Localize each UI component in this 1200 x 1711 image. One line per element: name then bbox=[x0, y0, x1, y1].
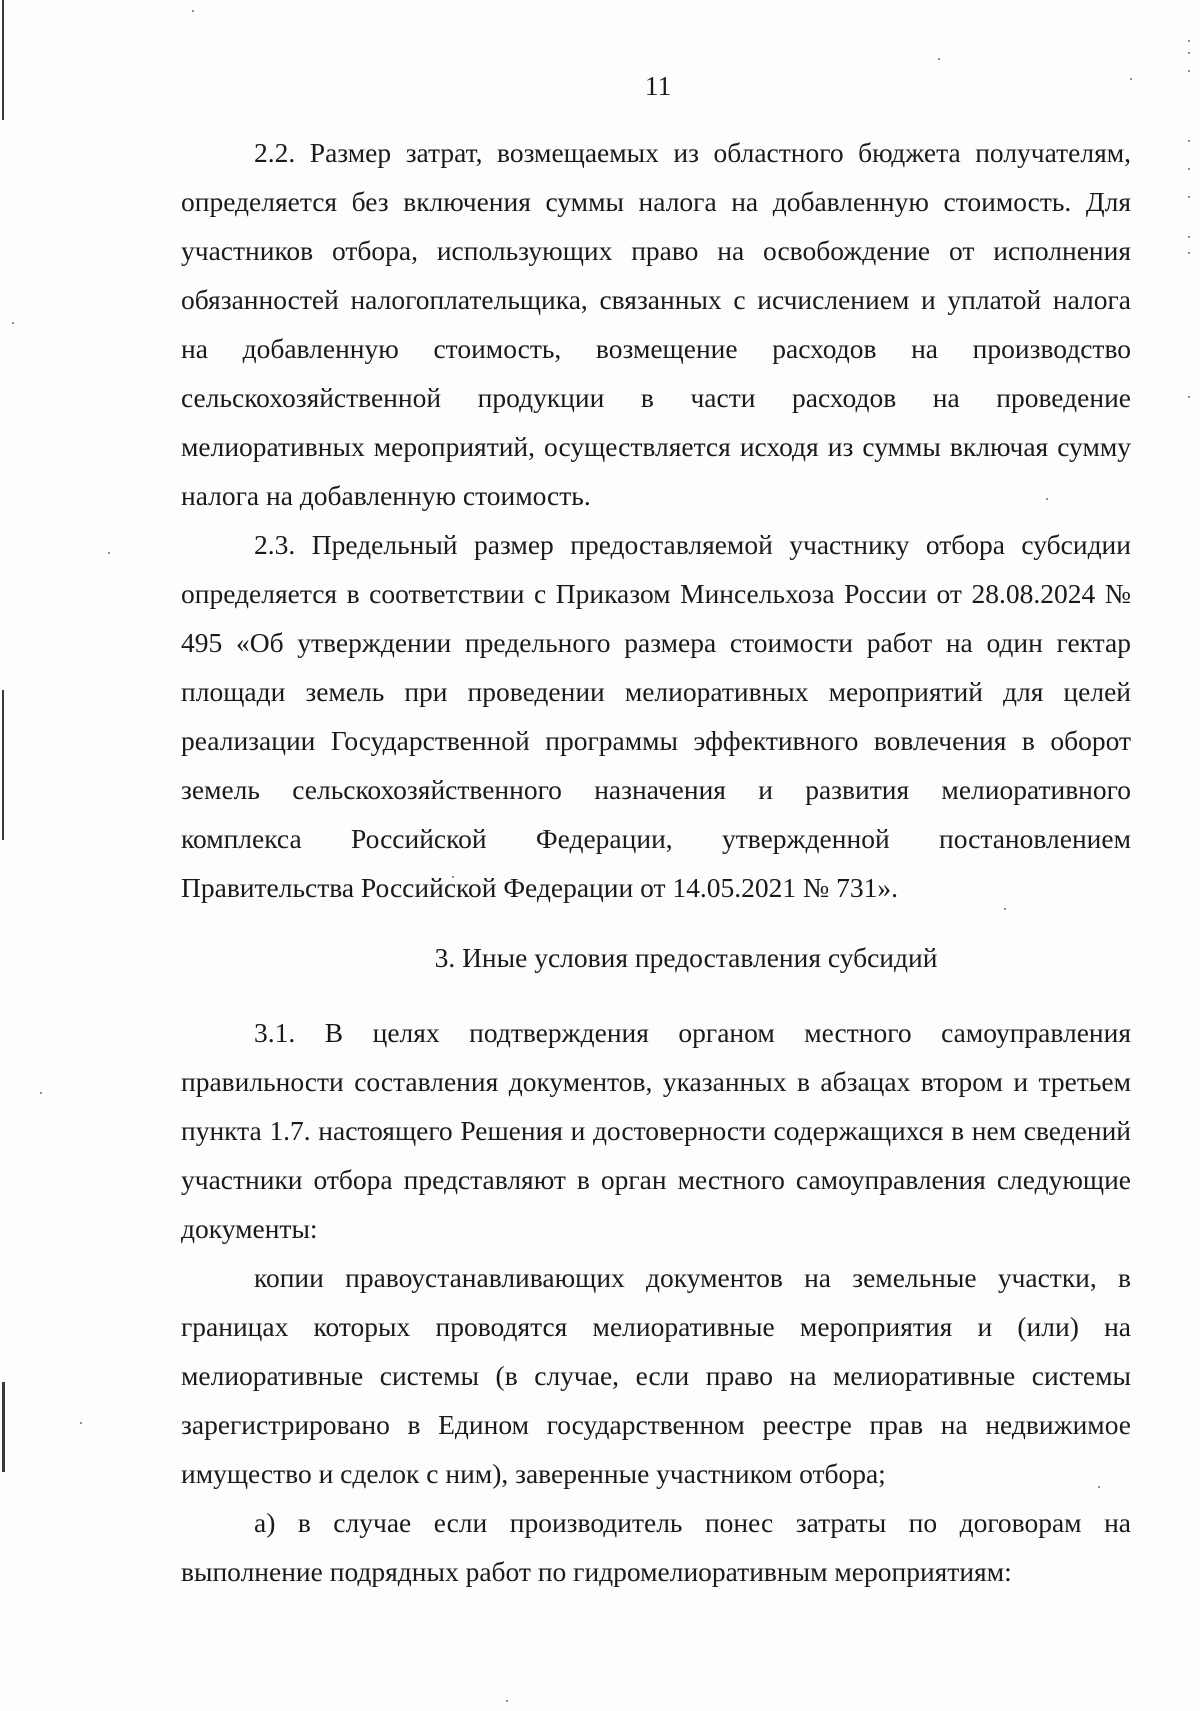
scan-dot bbox=[108, 552, 110, 554]
scan-dot bbox=[1188, 52, 1190, 54]
paragraph-document-copies: копии правоустанавливающих документов на земельные участки, в границах которых проводятся мелиоративные мероприятия и (или) на мелиоративные системы (в случае, если право на мелиоративные системы зарегистрировано в Едином государственном реестре прав на недвижимое имущество и сделок с ним), заверенные участником отбора; bbox=[181, 1262, 1131, 1489]
scan-dot bbox=[1188, 40, 1190, 42]
scan-dot bbox=[1188, 196, 1190, 198]
scan-dot bbox=[1188, 140, 1190, 142]
scan-dot bbox=[506, 1700, 508, 1702]
paragraph-2-3: 2.3. Предельный размер предоставляемой участнику отбора субсидии определяется в соответствии с Приказом Минсельхоза России от 28.08.2024 № 495 «Об утверждении предельного размера стоимости работ на один гектар площади земель при проведении мелиоративных мероприятий для целей реализации Государственной программы эффективного вовлечения в оборот земель сельскохозяйственного назначения и развития мелиоративного комплекса Российской Федерации, утвержденной постановлением Правительства Российской Федерации от 14.05.2021 № 731». bbox=[181, 529, 1131, 903]
scan-dot bbox=[192, 10, 194, 12]
scan-dot bbox=[1188, 396, 1190, 398]
scan-dot bbox=[12, 322, 14, 324]
scan-dot bbox=[1188, 168, 1190, 170]
scan-edge-mark-bottom bbox=[2, 1382, 5, 1472]
scan-edge-mark-middle bbox=[2, 690, 4, 840]
paragraph-2-2: 2.2. Размер затрат, возмещаемых из областного бюджета получателям, определяется без включения суммы налога на добавленную стоимость. Для участников отбора, использующих право на освобождение от исполнения обязанностей налогоплательщика, связанных с исчислением и уплатой налога на добавленную стоимость, возмещение расходов на производство сельскохозяйственной продукции в части расходов на проведение мелиоративных мероприятий, осуществляется исходя из суммы включая сумму налога на добавленную стоимость. bbox=[181, 137, 1131, 511]
document-body bbox=[181, 128, 1131, 1596]
scan-dot bbox=[1188, 236, 1190, 238]
paragraph-3-1: 3.1. В целях подтверждения органом местного самоуправления правильности составления документов, указанных в абзацах втором и третьем пункта 1.7. настоящего Решения и достоверности содержащихся в нем сведений участники отбора представляют в орган местного самоуправления следующие документы: bbox=[181, 1017, 1131, 1244]
page-number: 11 bbox=[644, 70, 672, 101]
scan-dot bbox=[1188, 252, 1190, 254]
paragraph-subitem-a: а) в случае если производитель понес затраты по договорам на выполнение подрядных работ по гидромелиоративным мероприятиям: bbox=[181, 1507, 1131, 1587]
scan-edge-mark-top bbox=[2, 0, 4, 120]
scan-dot bbox=[80, 1422, 82, 1424]
scan-dot bbox=[40, 1092, 42, 1094]
section-3-heading: 3. Иные условия предоставления субсидий bbox=[434, 942, 938, 973]
scan-dot bbox=[938, 58, 940, 60]
